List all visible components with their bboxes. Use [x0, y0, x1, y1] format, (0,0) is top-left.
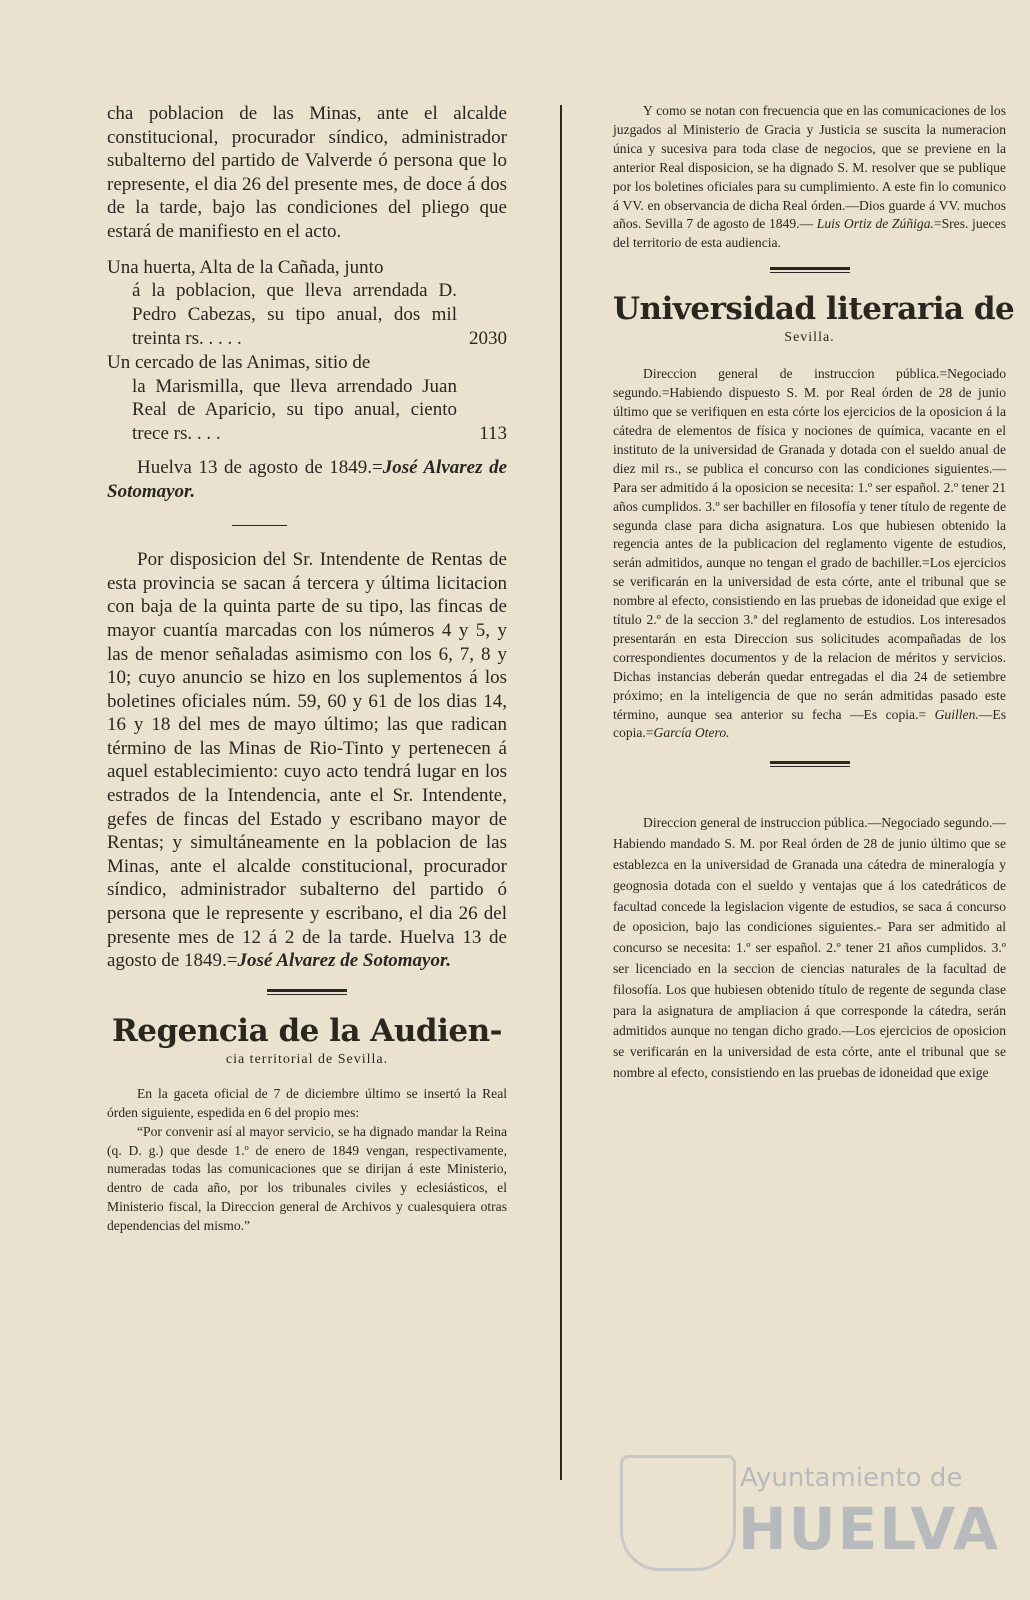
- separator-double-rule: [770, 267, 850, 273]
- signature-date: Huelva 13 de agosto de 1849.=José Alvarez de Sotomayor.: [107, 456, 507, 502]
- separator-double-rule: [770, 761, 850, 767]
- audiencia-notice: Y como se notan con frecuencia que en las comunicaciones de los juzgados al Ministerio de Gracia y Justicia se suscita la numeracion única y sucesiva para toda clase de negocios, que se previene en la anterior Real disposicion, se ha dignado S. M. resolver que se publique por los boletines oficiales para su cumplimiento. A este fin lo comunico á VV. en observancia de dicha Real órden.—Dios guarde á VV. muchos años. Sevilla 7 de agosto de 1849.—: [613, 103, 1006, 232]
- signature-name: García Otero.: [653, 725, 730, 741]
- signature-name: José Alvarez de Sotomayor.: [107, 456, 507, 502]
- right-column: Y como se notan con frecuencia que en las comunicaciones de los juzgados al Ministerio de Gracia y Justicia se suscita la numeracion única y sucesiva para toda clase de negocios, que se previene en la anterior Real disposicion, se ha dignado S. M. resolver que se publique por los boletines oficiales para su cumplimiento. A este fin lo comunico á VV. en observancia de dicha Real órden.—Dios guarde á VV. muchos años. Sevilla 7 de agosto de 1849.— Luis Ortiz de Zúñiga.=Sres. jueces del territorio de esta audiencia. Universidad literaria de Sevilla. Direccion general de instruccion pública.=Negociado segundo.=Habiendo dispuesto S. M. por Real órden de 28 de junio último que se verifiquen en esta córte los ejercicios de la oposicion á la cátedra de elementos de física y nociones de química, vacante en el instituto de la universidad de Granada y dotada con el sueldo anual de diez mil rs., se publica el concurso con las condiciones siguientes.—Para ser admitido á la oposicion se necesita: 1.º ser español. 2.º tener 21 años cumplidos. 3.º ser bachiller en filosofía y tener título de regente de segunda clase para dicha asignatura. Los que hubiesen obtenido la regencia antes de la publicacion del reglamento vigente de estudios, serán admitidos, aunque no tengan el grado de bachiller.=Los ejercicios se verificarán en la universidad de esta córte, ante el tribunal que se nombre al efecto, consistiendo en las pruebas de idoneidad que exige el título 2.º de la seccion 3.ª del reglamento de estudios. Los interesados presentarán en esta Direccion sus solicitudes acompañadas de los correspondientes documentos y de la relacion de méritos y servicios. Dichas instancias deberán quedar entregadas el dia 24 de setiembre próximo; en la inteligencia de que no serán admitidas pasado este término, aunque sea anterior su fecha —Es copia.= Guillen.—Es copia.=García Otero. Direccion general de instruccion pública.—Negociado segundo.—Habiendo mandado S. M. por Real órden de 28 de junio último que se establezca en la universidad de Granada una cátedra de mineralogía y geognosia dotada con el sueldo y ventajas que á los catedráticos de facultad concede la legislacion vigente de estudios, se saca á concurso de oposicion, bajo las condiciones siguientes.- Para ser admitido al concurso se necesita: 1.º ser español. 2.º tener 21 años cumplidos. 3.º ser licenciado en la seccion de ciencias naturales de la facultad de filosofía. Los que hubiesen obtenido título de regente de segunda clase para la asignatura de ampliacion á que corresponde la cátedra, serán admitidos aunque no tengan dicho grado.—Los ejercicios de oposicion se verificarán en la universidad de esta córte, ante el tribunal que se nombre al efecto, consistiendo en las pruebas de idoneidad que exige: [613, 102, 1006, 1084]
- property-item-amount: 2030: [469, 327, 507, 349]
- watermark-line1: Ayuntamiento de: [740, 1463, 963, 1493]
- section-subheading: Sevilla.: [784, 330, 835, 346]
- left-column: [107, 102, 507, 1236]
- column-divider: [560, 105, 562, 1480]
- property-item-cercado: [107, 351, 507, 446]
- separator-double-rule: [267, 989, 347, 995]
- mineralogy-chair-notice: Direccion general de instruccion pública.—Negociado segundo.—Habiendo mandado S. M. por Real órden de 28 de junio último que se establezca en la universidad de Granada una cátedra de mineralogía y geognosia dotada con el sueldo y ventajas que á los catedráticos de facultad concede la legislacion vigente de estudios, se saca á concurso de oposicion, bajo las condiciones siguientes.- Para ser admitido al concurso se necesita: 1.º ser español. 2.º tener 21 años cumplidos. 3.º ser licenciado en la seccion de ciencias naturales de la facultad de filosofía. Los que hubiesen obtenido título de regente de segunda clase para la asignatura de ampliacion á que corresponde la cátedra, serán admitidos aunque no tengan dicho grado.—Los ejercicios de oposicion se verificarán en la universidad de esta córte, ante el tribunal que se nombre al efecto, consistiendo en las pruebas de idoneidad que exige: [613, 815, 1006, 1080]
- property-item-desc: á la poblacion, que lleva arrendada D. Pedro Cabezas, su tipo anual, dos mil treinta rs. . . . .: [132, 280, 457, 349]
- signature-name: José Alvarez de Sotomayor.: [237, 950, 452, 972]
- property-item-title: Un cercado de las Animas, sitio de: [107, 351, 371, 373]
- coat-of-arms-icon: [620, 1455, 736, 1571]
- section-heading: Universidad literaria de: [613, 291, 1015, 328]
- property-item-title: Una huerta, Alta de la Cañada, junto: [107, 256, 384, 278]
- section-heading: Regencia de la Audien-: [112, 1012, 502, 1049]
- gazette-intro: En la gaceta oficial de 7 de diciembre último se insertó la Real órden siguiente, espedida en 6 del propio mes:: [107, 1085, 507, 1120]
- signature-name: Luis Ortiz de Zúñiga.: [816, 216, 934, 232]
- signature-name: Guillen.: [934, 706, 979, 722]
- royal-order-quote: “Por convenir así al mayor servicio, se ha dignado mandar la Reina (q. D. g.) que desde 1.º de enero de 1849 vengan, respectivamente, numeradas todas las comunicaciones que se dirijan á este Ministerio, dentro de cada año, por los tribunales civiles y eclesiásticos, el Ministerio fiscal, la Direccion general de Archivos y cualesquiera otras dependencias del mismo.”: [107, 1123, 507, 1234]
- auction-notice: Por disposicion del Sr. Intendente de Rentas de esta provincia se sacan á tercera y última licitacion con baja de la quinta parte de su tipo, las fincas de mayor cuantía marcadas con los números 4 y 5, y las de menor señaladas asimismo con los 6, 7, 8 y 10; cuyo anuncio se hizo en los suplementos á los boletines oficiales núm. 59, 60 y 61 de los dias 14, 16 y 18 del mes de mayo último; las que radican término de las Minas de Rio-Tinto y pertenecen á aquel establecimiento: cuyo acto tendrá lugar en los estrados de la Intendencia, ante el Sr. Intendente, gefes de fincas del Estado y escribano mayor de Rentas; y simultáneamente en la poblacion de las Minas, ante el alcalde constitucional, procurador síndico, administrador subalterno del partido ó persona que le represente y escribano, el dia 26 del presente mes de 12 á 2 de la tarde. Huelva 13 de agosto de 1849.=: [107, 549, 507, 972]
- physics-chair-notice: Direccion general de instruccion pública.=Negociado segundo.=Habiendo dispuesto S. M. por Real órden de 28 de junio último que se verifiquen en esta córte los ejercicios de la oposicion á la cátedra de elementos de física y nociones de química, vacante en el instituto de la universidad de Granada y dotada con el sueldo anual de diez mil rs., se publica el concurso con las condiciones siguientes.—Para ser admitido á la oposicion se necesita: 1.º ser español. 2.º tener 21 años cumplidos. 3.º ser bachiller en filosofía y tener título de regente de segunda clase para dicha asignatura. Los que hubiesen obtenido la regencia antes de la publicacion del reglamento vigente de estudios, serán admitidos, aunque no tengan el grado de bachiller.=Los ejercicios se verificarán en la universidad de esta córte, ante el tribunal que se nombre al efecto, consistiendo en las pruebas de idoneidad que exige el título 2.º de la seccion 3.ª del reglamento de estudios. Los interesados presentarán en esta Direccion sus solicitudes acompañadas de los correspondientes documentos y de la relacion de méritos y servicios. Dichas instancias deberán quedar entregadas el dia 24 de setiembre próximo; en la inteligencia de que no serán admitidas pasado este término, aunque sea anterior su fecha —Es copia.=: [613, 366, 1006, 722]
- section-subheading: cia territorial de Sevilla.: [225, 1051, 389, 1067]
- notice-continuation: cha poblacion de las Minas, ante el alcalde constitucional, procurador síndico, administrador subalterno del partido de Valverde ó persona que lo represente, el dia 26 del presente mes, de doce á dos de la tarde, bajo las condiciones del pliego que estará de manifiesto en el acto.: [107, 103, 507, 242]
- property-item-huerta: [107, 256, 507, 351]
- property-item-amount: 113: [479, 423, 507, 445]
- archive-watermark: [620, 1447, 1000, 1577]
- property-item-desc: la Marismilla, que lleva arrendado Juan Real de Aparicio, su tipo anual, ciento trece rs. . . .: [132, 375, 457, 445]
- watermark-line2: HUELVA: [738, 1495, 1001, 1563]
- separator-rule: [232, 525, 287, 526]
